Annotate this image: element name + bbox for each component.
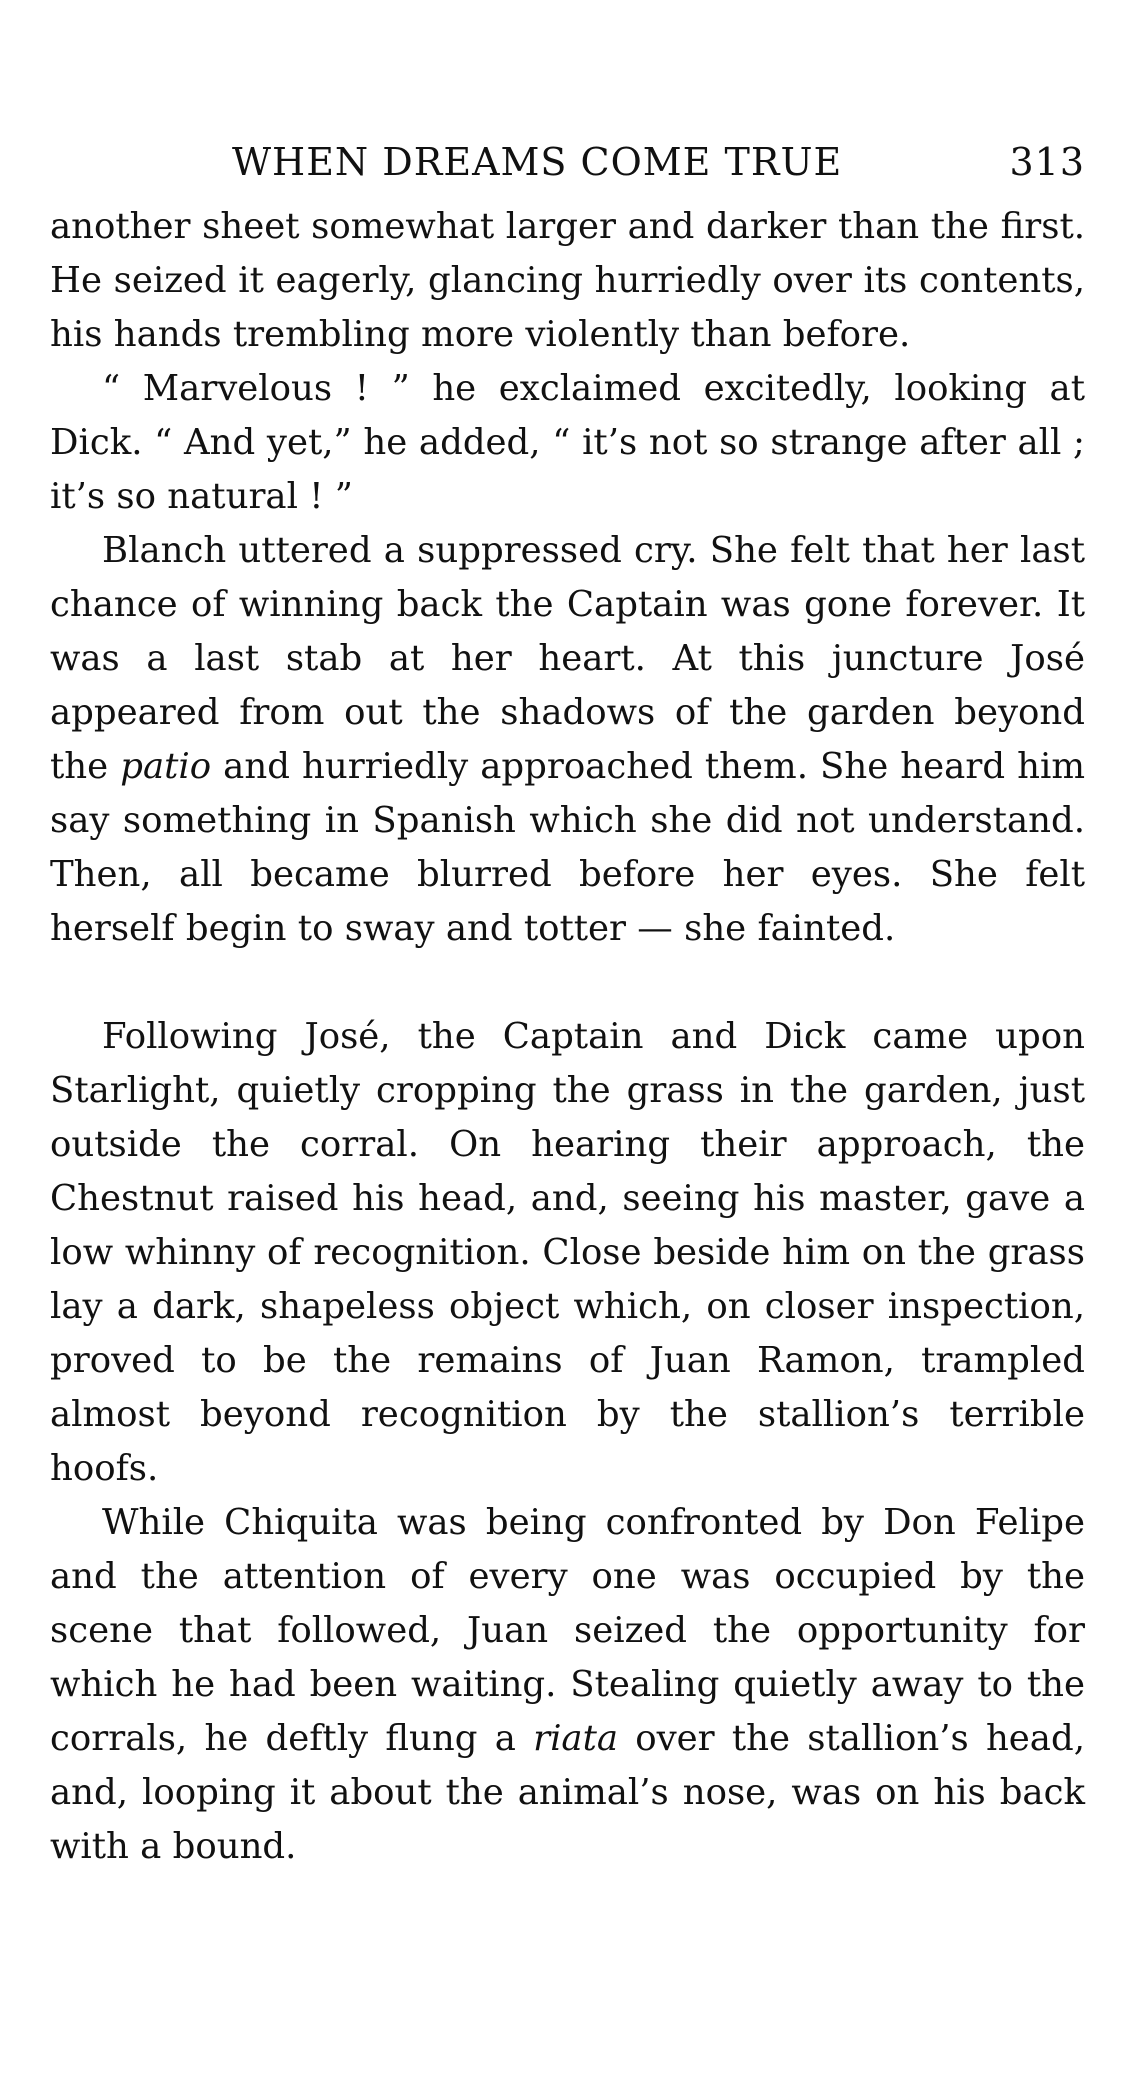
paragraph-dialogue: “ Marvelous ! ” he exclaimed excitedly, looking at Dick. “ And yet,” he added, “ it’s not so strange after all ; it’s so natural ! ” <box>50 368 1085 517</box>
paragraph-text: Blanch uttered a suppressed cry. She felt that her last chance of winning back the Captain was gone forever. It was a last stab at her heart. At this juncture José appeared from out the shadows of the garden beyond the <box>50 530 1085 787</box>
page-number: 313 <box>1009 140 1085 184</box>
italic-word: patio <box>120 746 212 787</box>
italic-word: riata <box>533 1718 619 1759</box>
paragraph-chiquita <box>50 1496 1085 1874</box>
paragraph-text: and hurriedly approached them. She heard him say something in Spanish which she did not understand. Then, all became blurred before her eyes. She felt herself begin to sway and totter — she fainted. <box>50 746 1085 949</box>
paragraph-blanch <box>50 524 1085 956</box>
paragraph-text: While Chiquita was being confronted by Don Felipe and the attention of every one was occupied by the scene that followed, Juan seized the opportunity for which he had been waiting. Stealing quietly away to the corrals, he deftly flung a <box>50 1502 1085 1759</box>
book-page <box>50 140 1085 1874</box>
paragraph-following-jose: Following José, the Captain and Dick came upon Starlight, quietly cropping the grass in the garden, just outside the corral. On hearing their approach, the Chestnut raised his head, and, seeing his master, gave a low whinny of recognition. Close beside him on the grass lay a dark, shapeless object which, on closer inspection, proved to be the remains of Juan Ramon, trampled almost beyond recognition by the stallion’s terrible hoofs. <box>50 1016 1085 1489</box>
paragraph-continued: another sheet somewhat larger and darker than the first. He seized it eagerly, glancing hurriedly over its contents, his hands trembling more violently than before. <box>50 206 1085 355</box>
section-break <box>50 956 1085 1010</box>
running-header <box>50 140 1085 200</box>
paragraph-text: over the stallion’s head, and, looping it about the animal’s nose, was on his back with a bound. <box>50 1718 1085 1867</box>
running-title: WHEN DREAMS COME TRUE <box>232 140 843 184</box>
